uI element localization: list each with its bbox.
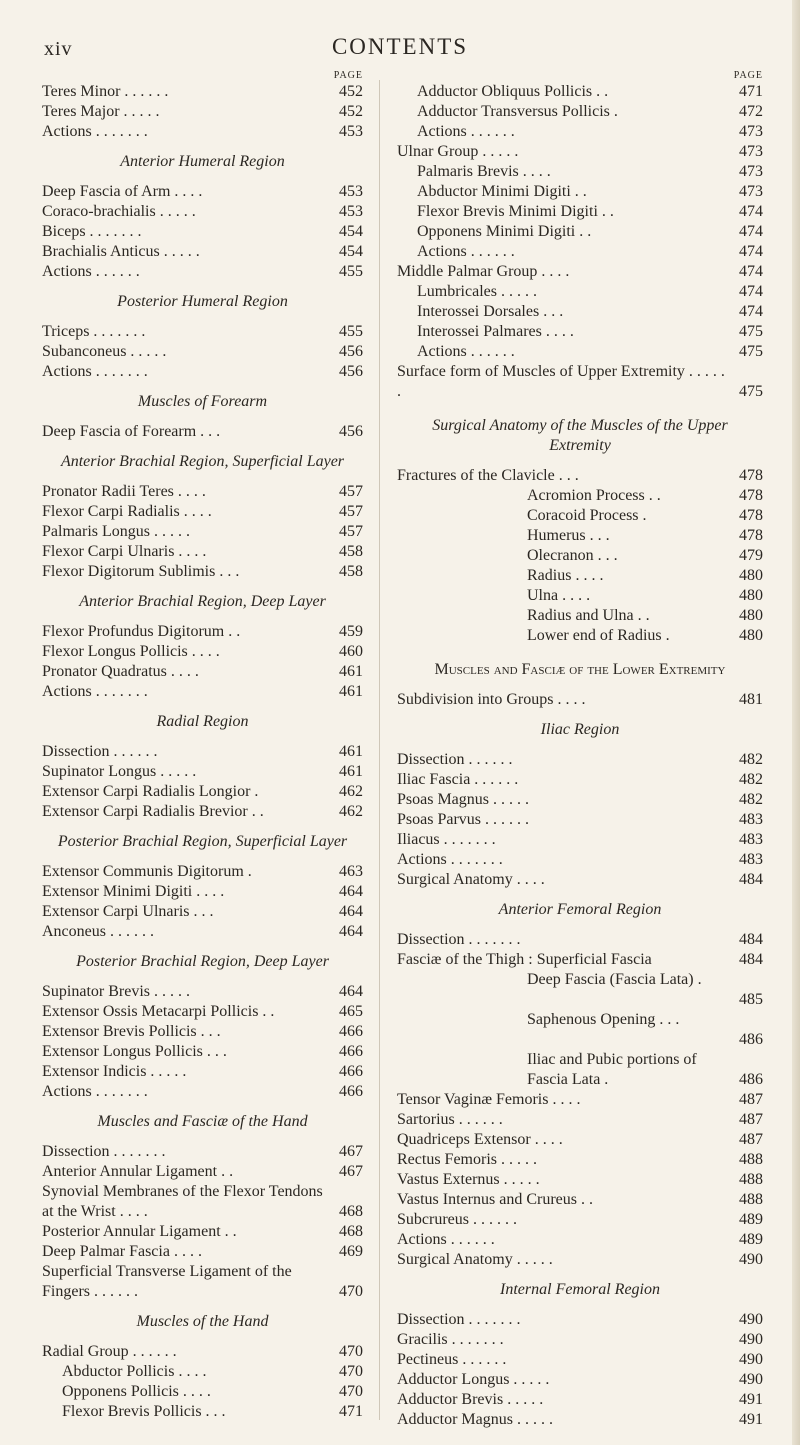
toc-entry: Radial Group . . . . . . 470: [42, 1343, 363, 1360]
toc-entry: Extensor Carpi Radialis Longior . 462: [42, 783, 363, 800]
right-column: [397, 70, 763, 1430]
toc-entry: Fasciæ of the Thigh : Superficial Fascia 484: [397, 951, 763, 968]
toc-entry: Surgical Anatomy . . . . . 490: [397, 1251, 763, 1268]
toc-entry: Flexor Brevis Pollicis . . . 471: [62, 1403, 363, 1420]
toc-entry: Opponens Minimi Digiti . . 474: [417, 223, 763, 240]
toc-entry: Interossei Dorsales . . . 474: [417, 303, 763, 320]
toc-entry: Subanconeus . . . . . 456: [42, 343, 363, 360]
section-heading: Internal Femoral Region: [500, 1281, 660, 1298]
toc-entry: Synovial Membranes of the Flexor Tendons at the Wrist . . . . 468: [42, 1183, 363, 1220]
left-column: [42, 70, 363, 1422]
toc-entry: Lumbricales . . . . . 474: [417, 283, 763, 300]
section-heading: Iliac Region: [540, 721, 620, 738]
toc-entry: Actions . . . . . . . 461: [42, 683, 363, 700]
toc-entry: Palmaris Longus . . . . . 457: [42, 523, 363, 540]
toc-entry: Teres Major . . . . . 452: [42, 103, 363, 120]
toc-entry: Olecranon . . . 479: [527, 547, 763, 564]
toc-entry: Coraco-brachialis . . . . . 453: [42, 203, 363, 220]
toc-entry: Dissection . . . . . . 461: [42, 743, 363, 760]
toc-entry: Adductor Transversus Pollicis . 472: [417, 103, 763, 120]
toc-entry: Fractures of the Clavicle . . . 478: [397, 467, 763, 484]
section-heading: Muscles and Fasciæ of the Hand: [97, 1113, 308, 1130]
toc-entry: Actions . . . . . . 473: [417, 123, 763, 140]
toc-entry: Adductor Magnus . . . . . 491: [397, 1411, 763, 1428]
toc-entry: Flexor Brevis Minimi Digiti . . 474: [417, 203, 763, 220]
toc-entry: Radius and Ulna . . 480: [527, 607, 763, 624]
toc-entry: Extensor Ossis Metacarpi Pollicis . . 465: [42, 1003, 363, 1020]
toc-entry: Deep Fascia of Arm . . . . 453: [42, 183, 363, 200]
toc-entry: Actions . . . . . . . 456: [42, 363, 363, 380]
toc-entry: Tensor Vaginæ Femoris . . . . 487: [397, 1091, 763, 1108]
toc-entry: Abductor Pollicis . . . . 470: [62, 1363, 363, 1380]
toc-entry: Flexor Profundus Digitorum . . 459: [42, 623, 363, 640]
toc-entry: Sartorius . . . . . . 487: [397, 1111, 763, 1128]
toc-entry: Pectineus . . . . . . 490: [397, 1351, 763, 1368]
toc-entry: Opponens Pollicis . . . . 470: [62, 1383, 363, 1400]
toc-entry: Extensor Brevis Pollicis . . . 466: [42, 1023, 363, 1040]
toc-entry: Biceps . . . . . . . 454: [42, 223, 363, 240]
toc-entry: Extensor Minimi Digiti . . . . 464: [42, 883, 363, 900]
toc-entry: Pronator Quadratus . . . . 461: [42, 663, 363, 680]
toc-entry: Iliacus . . . . . . . 483: [397, 831, 763, 848]
toc-entry: Extensor Carpi Radialis Brevior . . 462: [42, 803, 363, 820]
section-heading: Muscles of Forearm: [137, 393, 268, 410]
toc-entry: Extensor Indicis . . . . . 466: [42, 1063, 363, 1080]
section-heading: Posterior Brachial Region, Deep Layer: [76, 953, 329, 970]
toc-entry: Saphenous Opening . . . 486: [527, 1011, 763, 1048]
toc-entry: Iliac and Pubic portions of Fascia Lata . 486: [527, 1051, 763, 1088]
toc-entry: Actions . . . . . . 475: [417, 343, 763, 360]
toc-entry: Psoas Parvus . . . . . . 483: [397, 811, 763, 828]
toc-entry: Dissection . . . . . . . 467: [42, 1143, 363, 1160]
toc-entry: Dissection . . . . . . 482: [397, 751, 763, 768]
toc-entry: Vastus Externus . . . . . 488: [397, 1171, 763, 1188]
toc-entry: Psoas Magnus . . . . . 482: [397, 791, 763, 808]
section-heading: Radial Region: [156, 713, 249, 730]
toc-entry: Actions . . . . . . . 483: [397, 851, 763, 868]
toc-entry: Subcrureus . . . . . . 489: [397, 1211, 763, 1228]
toc-entry: Supinator Longus . . . . . 461: [42, 763, 363, 780]
toc-entry: Radius . . . . 480: [527, 567, 763, 584]
toc-entry: Flexor Carpi Radialis . . . . 457: [42, 503, 363, 520]
section-heading: Anterior Femoral Region: [498, 901, 662, 918]
toc-entry: Extensor Communis Digitorum . 463: [42, 863, 363, 880]
toc-entry: Superficial Transverse Ligament of the Fingers . . . . . . 470: [42, 1263, 363, 1300]
toc-entry: Middle Palmar Group . . . . 474: [397, 263, 763, 280]
toc-entry: Adductor Obliquus Pollicis . . 471: [417, 83, 763, 100]
toc-entry: Flexor Carpi Ulnaris . . . . 458: [42, 543, 363, 560]
page-column-label: PAGE: [333, 70, 363, 81]
toc-entry: Actions . . . . . . . 466: [42, 1083, 363, 1100]
toc-entry: Actions . . . . . . . 453: [42, 123, 363, 140]
toc-entry: Flexor Longus Pollicis . . . . 460: [42, 643, 363, 660]
toc-entry: Coracoid Process . 478: [527, 507, 763, 524]
toc-entry: Deep Fascia of Forearm . . . 456: [42, 423, 363, 440]
toc-entry: Dissection . . . . . . . 484: [397, 931, 763, 948]
section-heading: Posterior Humeral Region: [117, 293, 288, 310]
toc-entry: Humerus . . . 478: [527, 527, 763, 544]
toc-entry: Pronator Radii Teres . . . . 457: [42, 483, 363, 500]
section-heading: Anterior Brachial Region, Deep Layer: [79, 593, 326, 610]
toc-entry: Acromion Process . . 478: [527, 487, 763, 504]
toc-entry: Iliac Fascia . . . . . . 482: [397, 771, 763, 788]
toc-entry: Surgical Anatomy . . . . 484: [397, 871, 763, 888]
toc-entry: Lower end of Radius . 480: [527, 627, 763, 644]
toc-entry: Brachialis Anticus . . . . . 454: [42, 243, 363, 260]
toc-entry: Adductor Longus . . . . . 490: [397, 1371, 763, 1388]
column-divider: [379, 80, 380, 1420]
toc-entry: Interossei Palmares . . . . 475: [417, 323, 763, 340]
page-folio: xiv: [44, 38, 73, 60]
toc-entry: Teres Minor . . . . . . 452: [42, 83, 363, 100]
toc-entry: Adductor Brevis . . . . . 491: [397, 1391, 763, 1408]
page-column-label: PAGE: [733, 70, 763, 81]
toc-entry: Actions . . . . . . 474: [417, 243, 763, 260]
toc-entry: Ulnar Group . . . . . 473: [397, 143, 763, 160]
page-edge: [792, 0, 800, 1445]
toc-entry: Deep Fascia (Fascia Lata) . 485: [527, 971, 763, 1008]
toc-entry: Dissection . . . . . . . 490: [397, 1311, 763, 1328]
toc-entry: Subdivision into Groups . . . . 481: [397, 691, 763, 708]
section-heading: Muscles of the Hand: [136, 1313, 269, 1330]
section-heading: Anterior Humeral Region: [120, 153, 285, 170]
toc-entry: Surface form of Muscles of Upper Extremity . . . . . . 475: [397, 363, 763, 400]
toc-entry: Posterior Annular Ligament . . 468: [42, 1223, 363, 1240]
toc-entry: Palmaris Brevis . . . . 473: [417, 163, 763, 180]
toc-entry: Gracilis . . . . . . . 490: [397, 1331, 763, 1348]
part-heading: Muscles and Fasciæ of the Lower Extremity: [434, 661, 726, 678]
toc-entry: Anterior Annular Ligament . . 467: [42, 1163, 363, 1180]
section-heading: Anterior Brachial Region, Superficial Layer: [60, 453, 345, 470]
toc-entry: Deep Palmar Fascia . . . . 469: [42, 1243, 363, 1260]
toc-entry: Rectus Femoris . . . . . 488: [397, 1151, 763, 1168]
section-heading: Posterior Brachial Region, Superficial Layer: [57, 833, 348, 850]
toc-entry: Supinator Brevis . . . . . 464: [42, 983, 363, 1000]
toc-entry: Extensor Longus Pollicis . . . 466: [42, 1043, 363, 1060]
page-header: [0, 34, 800, 64]
toc-entry: Actions . . . . . . 455: [42, 263, 363, 280]
toc-entry: Quadriceps Extensor . . . . 487: [397, 1131, 763, 1148]
toc-entry: Flexor Digitorum Sublimis . . . 458: [42, 563, 363, 580]
toc-entry: Abductor Minimi Digiti . . 473: [417, 183, 763, 200]
toc-entry: Anconeus . . . . . . 464: [42, 923, 363, 940]
toc-entry: Triceps . . . . . . . 455: [42, 323, 363, 340]
running-title: CONTENTS: [331, 34, 469, 59]
toc-entry: Vastus Internus and Crureus . . 488: [397, 1191, 763, 1208]
toc-entry: Actions . . . . . . 489: [397, 1231, 763, 1248]
toc-entry: Extensor Carpi Ulnaris . . . 464: [42, 903, 363, 920]
section-heading: Surgical Anatomy of the Muscles of the Upper Extremity: [432, 417, 728, 454]
toc-entry: Ulna . . . . 480: [527, 587, 763, 604]
